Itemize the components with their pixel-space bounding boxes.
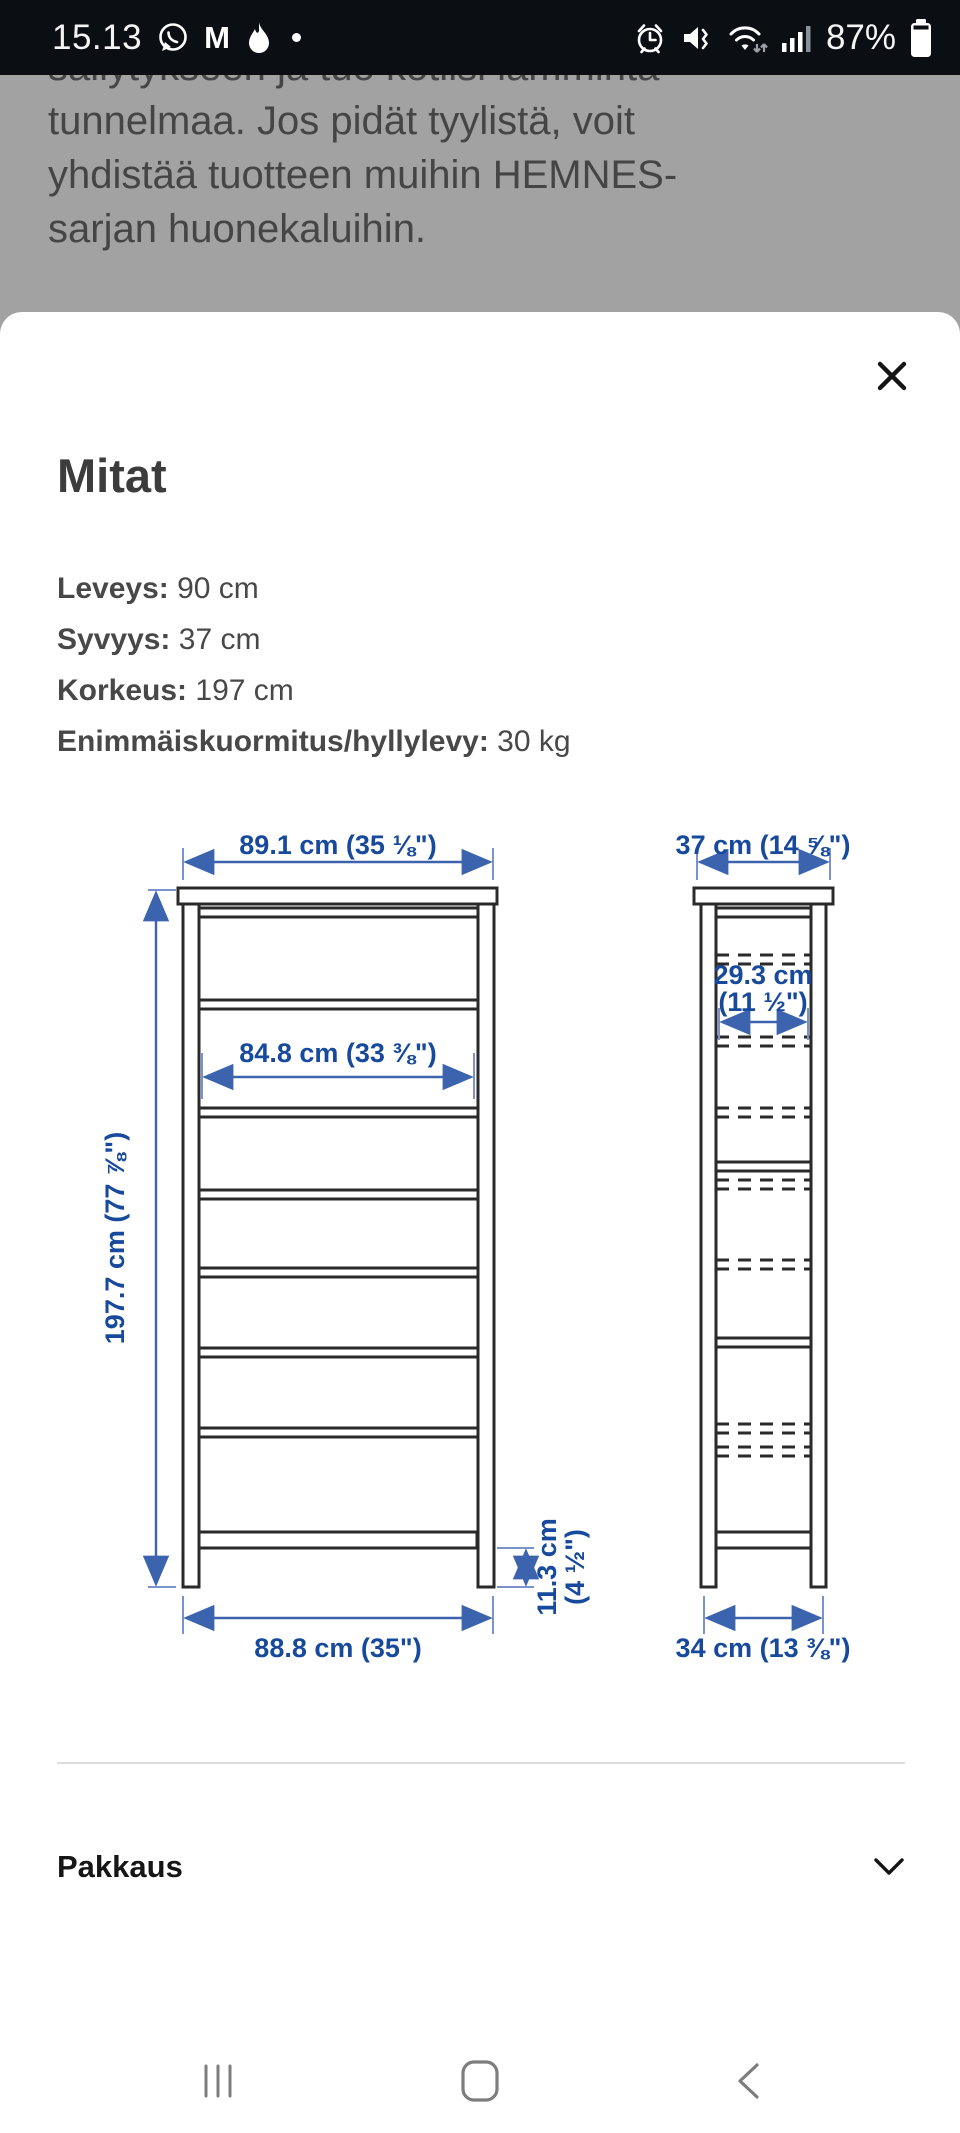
front-view-drawing — [178, 888, 497, 1587]
dimensions-sheet — [0, 312, 960, 2133]
clock-text: 15.13 — [52, 17, 143, 57]
whatsapp-icon — [155, 20, 191, 56]
sheet-title: Mitat — [57, 449, 167, 502]
paragraph-line: tunnelmaa. Jos pidät tyylistä, voit — [48, 99, 635, 143]
recents-icon — [198, 2061, 238, 2101]
spec-label: Korkeus: — [57, 674, 188, 707]
back-button[interactable] — [688, 2028, 808, 2133]
status-bar — [0, 0, 960, 75]
signal-icon — [780, 22, 814, 54]
front-leg-height-label-line2: (4 ½") — [560, 1529, 590, 1605]
spec-row — [57, 716, 571, 767]
front-bottom-width-label: 88.8 cm (35") — [254, 1633, 422, 1663]
side-bottom-depth-label: 34 cm (13 ⅜") — [675, 1633, 851, 1663]
spec-label: Enimmäiskuormitus/hyllylevy: — [57, 725, 489, 758]
side-inner-depth-label-line1: 29.3 cm — [713, 960, 813, 990]
side-inner-depth-label-line2: (11 ½") — [718, 987, 808, 1017]
section-divider — [57, 1762, 905, 1764]
spec-value: 90 cm — [177, 572, 259, 605]
gmail-icon: M — [204, 20, 230, 55]
android-nav-bar — [0, 2028, 960, 2133]
paragraph-line: sarjan huonekaluihin. — [48, 207, 427, 251]
chevron-down-icon — [873, 1857, 905, 1877]
spec-list — [57, 563, 571, 767]
home-icon — [458, 2059, 502, 2103]
front-top-width-label: 89.1 cm (35 ⅛") — [239, 830, 437, 860]
spec-row — [57, 665, 571, 716]
front-height-label: 197.7 cm (77 ⅞") — [100, 1131, 130, 1345]
front-leg-height-label-line1: 11.3 cm — [532, 1518, 562, 1616]
shelf-peg-holes — [716, 955, 811, 1456]
status-bar-right — [632, 17, 960, 59]
paragraph-line: yhdistää tuotteen muihin HEMNES- — [48, 153, 678, 197]
close-icon — [880, 364, 904, 388]
dimensions-diagram — [0, 810, 960, 1690]
home-button[interactable] — [420, 2028, 540, 2133]
accordion-pakkaus[interactable] — [57, 1832, 905, 1902]
spec-value: 30 kg — [497, 725, 571, 758]
spec-row — [57, 614, 571, 665]
mute-vibrate-icon — [680, 22, 714, 54]
spec-label: Syvyys: — [57, 623, 171, 656]
front-inner-width-label: 84.8 cm (33 ⅜") — [239, 1038, 437, 1068]
spec-row — [57, 563, 571, 614]
spec-value: 197 cm — [195, 674, 294, 707]
battery-icon — [908, 17, 934, 59]
battery-percent-text: 87% — [825, 17, 896, 57]
wifi-icon — [726, 21, 768, 55]
side-top-depth-label: 37 cm (14 ⅝") — [675, 830, 851, 860]
status-bar-left — [0, 18, 301, 58]
recents-button[interactable] — [158, 2028, 278, 2133]
close-button[interactable] — [872, 356, 912, 396]
spec-label: Leveys: — [57, 572, 169, 605]
spec-value: 37 cm — [178, 623, 261, 656]
alarm-icon — [632, 20, 668, 56]
accordion-label: Pakkaus — [57, 1849, 183, 1884]
notification-dot — [292, 33, 301, 42]
flame-icon — [243, 19, 275, 57]
back-icon — [733, 2061, 763, 2101]
